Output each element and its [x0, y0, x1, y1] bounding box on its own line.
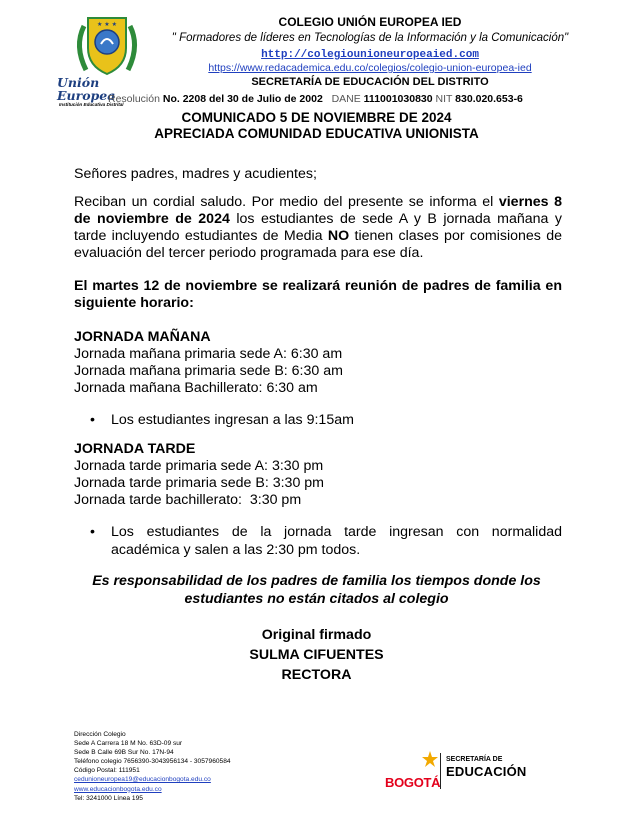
- footer-line: Sede A Carrera 18 M No. 63D-09 sur: [74, 740, 183, 748]
- school-name: COLEGIO UNIÓN EUROPEA IED: [278, 15, 462, 29]
- signature-role: RECTORA: [281, 667, 352, 683]
- signature-name: SULMA CIFUENTES: [249, 647, 384, 663]
- school-website-link[interactable]: http://colegiounioneuropeaied.com: [261, 49, 479, 61]
- comunicado-title: COMUNICADO 5 DE NOVIEMBRE DE 2024: [181, 110, 452, 125]
- jornada-manana-title: JORNADA MAÑANA: [74, 329, 211, 345]
- red-academica-link[interactable]: https://www.redacademica.edu.co/colegios/colegio-union-europea-ied: [208, 62, 532, 74]
- announcement-date: viernes 8 de noviembre de 2024: [74, 194, 562, 227]
- resolution-line: [108, 93, 523, 105]
- logo-caption: Unión Europea: [57, 75, 116, 103]
- schedule-line: Jornada mañana primaria sede B: 6:30 am: [74, 363, 343, 379]
- dane-label: DANE: [331, 93, 361, 105]
- school-motto: " Formadores de líderes en Tecnologías de la Información y la Comunicación": [171, 32, 569, 44]
- secretaria-small-label: SECRETARÍA DE: [446, 756, 503, 763]
- manana-bullet-text: Los estudiantes ingresan a las 9:15am: [111, 412, 354, 428]
- schedule-line: Jornada tarde bachillerato: 3:30 pm: [74, 492, 302, 508]
- dane-value: 111001030830: [363, 93, 433, 105]
- jornada-tarde-title: JORNADA TARDE: [74, 441, 196, 457]
- footer-email-link[interactable]: cedunioneuropea19@educacionbogota.edu.co: [74, 776, 211, 784]
- schedule-line: Jornada mañana Bachillerato: 6:30 am: [74, 380, 318, 396]
- svg-text:★ ★ ★: ★ ★ ★: [97, 21, 117, 28]
- educacion-label: EDUCACIÓN: [446, 764, 527, 779]
- announcement-text-2: los estudiantes de sede A y B jornada mañana y tarde incluyendo estudiantes de Media: [74, 211, 563, 244]
- announcement-no: NO: [327, 228, 350, 244]
- announcement-text-1: Reciban un cordial saludo. Por medio del presente se informa el: [74, 194, 499, 210]
- footer-web-link[interactable]: www.educacionbogota.edu.co: [74, 785, 162, 793]
- announcement-paragraph: [74, 194, 562, 262]
- bogota-wordmark: BOGOTÁ: [385, 775, 441, 790]
- schedule-line: Jornada mañana primaria sede A: 6:30 am: [74, 346, 343, 362]
- greeting: Señores padres, madres y acudientes;: [74, 166, 317, 182]
- signature-original: Original firmado: [261, 627, 372, 643]
- announcement-text-3: tienen clases por comisiones de evaluación del tercer periodo programada para ese día.: [74, 228, 562, 261]
- responsibility-note: Es responsabilidad de los padres de familia los tiempos donde los estudiantes no están citados al colegio: [92, 573, 541, 607]
- footer-line: Teléfono colegio 7656390-3043956134 - 3057960584: [74, 758, 231, 766]
- nit-value: 830.020.653-6: [455, 93, 523, 105]
- bogota-logo: [385, 750, 440, 790]
- secretaria-header: SECRETARÍA DE EDUCACIÓN DEL DISTRITO: [251, 76, 489, 88]
- jornada-manana-block: [74, 329, 562, 397]
- logo-subcaption: Institución Educativa Distrital: [59, 102, 124, 107]
- footer-line: Código Postal: 111951: [74, 767, 140, 775]
- footer-line: Dirección Colegio: [74, 731, 126, 738]
- footer-line: Tel: 3241000 Línea 195: [74, 794, 143, 802]
- footer-line: Sede B Calle 69B Sur No. 17N-94: [74, 749, 174, 757]
- tarde-bullet-text: Los estudiantes de la jornada tarde ingresan con normalidad académica y salen a las 2:30 pm todos.: [111, 524, 562, 558]
- resolution-label: Resolución: [108, 93, 160, 105]
- star-icon: [421, 750, 439, 768]
- secretaria-logo: [446, 756, 527, 780]
- schedule-line: Jornada tarde primaria sede A: 3:30 pm: [74, 458, 324, 474]
- bullet-icon: •: [90, 524, 95, 540]
- tarde-bullet: [90, 523, 562, 559]
- nit-label: NIT: [435, 93, 453, 105]
- jornada-tarde-block: [74, 441, 562, 509]
- schedule-line: Jornada tarde primaria sede B: 3:30 pm: [74, 475, 324, 491]
- manana-bullet: [90, 411, 562, 429]
- footer-contact: [74, 730, 304, 803]
- bullet-icon: •: [90, 412, 95, 428]
- audience-title: APRECIADA COMUNIDAD EDUCATIVA UNIONISTA: [154, 126, 479, 141]
- resolution-value: No. 2208 del 30 de Julio de 2002: [162, 93, 323, 105]
- meeting-paragraph: El martes 12 de noviembre se realizará reunión de padres de familia en siguiente horario:: [74, 278, 562, 311]
- footer-divider: [440, 753, 441, 789]
